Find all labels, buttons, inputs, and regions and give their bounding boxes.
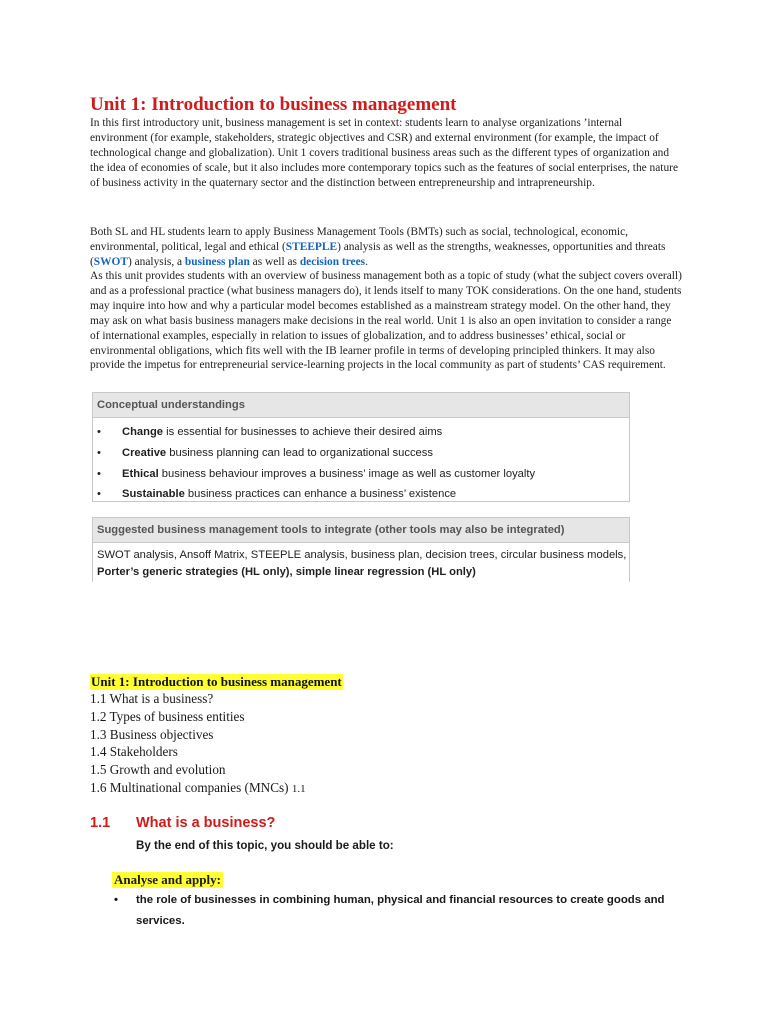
list-item bbox=[93, 422, 629, 443]
toc-item: 1.3 Business objectives bbox=[90, 726, 214, 742]
tools-text-1: Both SL and HL students learn to apply Business Management Tools (BMTs) such as social, technological, economic, environmental, political, legal and ethical ( bbox=[90, 226, 628, 253]
concept-term: Creative bbox=[122, 446, 167, 459]
toc-item-label: 1.6 Multinational companies (MNCs) bbox=[90, 779, 289, 795]
toc-title: Unit 1: Introduction to business management bbox=[91, 674, 342, 689]
table-of-contents bbox=[90, 690, 306, 799]
bullet-icon: • bbox=[97, 488, 101, 501]
concept-text: business practices can enhance a business’ existence bbox=[184, 488, 457, 501]
bullet-icon: • bbox=[114, 894, 118, 906]
section-title: What is a business? bbox=[136, 815, 276, 831]
toc-item: 1.4 Stakeholders bbox=[90, 744, 178, 760]
toc-item: 1.2 Types of business entities bbox=[90, 708, 245, 724]
conceptual-list bbox=[93, 418, 629, 505]
tools-line-1: SWOT analysis, Ansoff Matrix, STEEPLE analysis, business plan, decision trees, circular business models, bbox=[97, 549, 627, 561]
section-heading bbox=[90, 815, 275, 831]
section-number: 1.1 bbox=[90, 815, 111, 831]
concept-text: business planning can lead to organizational success bbox=[166, 446, 433, 459]
tools-text-2: ) analysis as well as the strengths, weaknesses, opportunities and threats ( bbox=[90, 240, 666, 268]
concept-term: Change bbox=[122, 426, 164, 438]
analyse-apply-label: Analyse and apply: bbox=[114, 872, 221, 887]
bullet-icon: • bbox=[97, 426, 101, 438]
suggested-tools-heading: Suggested business management tools to integrate (other tools may also be integrated) bbox=[93, 518, 629, 543]
tools-text-3: ) analysis, a bbox=[127, 255, 185, 268]
tools-text-5: . bbox=[365, 255, 368, 268]
analyse-apply-list bbox=[112, 890, 692, 932]
decision-trees-keyword: decision trees bbox=[299, 255, 366, 268]
bullet-icon: • bbox=[97, 446, 101, 459]
tools-line-2: Porter’s generic strategies (HL only), simple linear regression (HL only) bbox=[97, 566, 476, 578]
toc-item bbox=[90, 779, 306, 799]
concept-term: Ethical bbox=[122, 467, 159, 480]
unit-title: Unit 1: Introduction to business management bbox=[90, 94, 457, 115]
overview-paragraph: As this unit provides students with an overview of business management both as a topic of study (what the subject covers overall) and as a professional practice (what business managers do), it lends itself to many TOK considerations. On the one hand, students may inquire into how and why a particular model becomes established as a mainstream strategy model. On the other hand, they may ask on what basis business managers make decisions in the real world. Unit 1 is also an open invitation to consider a range of international examples, especially in relation to issues of globalization, and to address businesses’ ethical, social or environmental obligations, which fits well with the IB learner profile in terms of developing principled thinkers. It may also provide the impetus for entrepreneurial service-learning projects in the local community as part of students’ CAS requirement. bbox=[90, 270, 682, 372]
list-item bbox=[93, 464, 629, 485]
list-item bbox=[93, 443, 629, 464]
concept-text: business behaviour improves a business’ image as well as customer loyalty bbox=[158, 467, 536, 480]
tools-text-4: as well as bbox=[249, 255, 300, 268]
bullet-icon: • bbox=[97, 467, 101, 480]
steeple-keyword: STEEPLE bbox=[285, 240, 338, 253]
toc-item: 1.1 What is a business? bbox=[90, 691, 214, 706]
toc-tail: 1.1 bbox=[291, 782, 306, 795]
concept-text: is essential for businesses to achieve their desired aims bbox=[163, 426, 443, 438]
suggested-tools-box bbox=[92, 517, 630, 582]
business-plan-keyword: business plan bbox=[184, 255, 250, 268]
section-intro: By the end of this topic, you should be able to: bbox=[136, 839, 394, 852]
suggested-tools-text bbox=[93, 543, 629, 581]
analyse-point: the role of businesses in combining human, physical and financial resources to create goods and services. bbox=[136, 894, 665, 927]
list-item bbox=[93, 484, 629, 505]
swot-keyword: SWOT bbox=[93, 255, 128, 268]
tools-paragraph bbox=[90, 225, 682, 270]
list-item bbox=[112, 890, 692, 932]
intro-paragraph: In this first introductory unit, business management is set in context: students learn to analyse organizations ’internal environment (for example, stakeholders, strategic objectives and CSR) and external environment (for example, the impact of technological change and globalization). Unit 1 covers traditional business areas such as the different types of organization and the idea of economies of scale, but it also includes more contemporary topics such as the features of social enterprises, the nature of business activity in the quaternary sector and the distinction between entrepreneurship and intrapreneurship. bbox=[90, 117, 678, 189]
concept-term: Sustainable bbox=[122, 488, 185, 501]
toc-item: 1.5 Growth and evolution bbox=[90, 762, 226, 778]
conceptual-understandings-box bbox=[92, 392, 630, 502]
conceptual-understandings-heading: Conceptual understandings bbox=[93, 393, 629, 418]
